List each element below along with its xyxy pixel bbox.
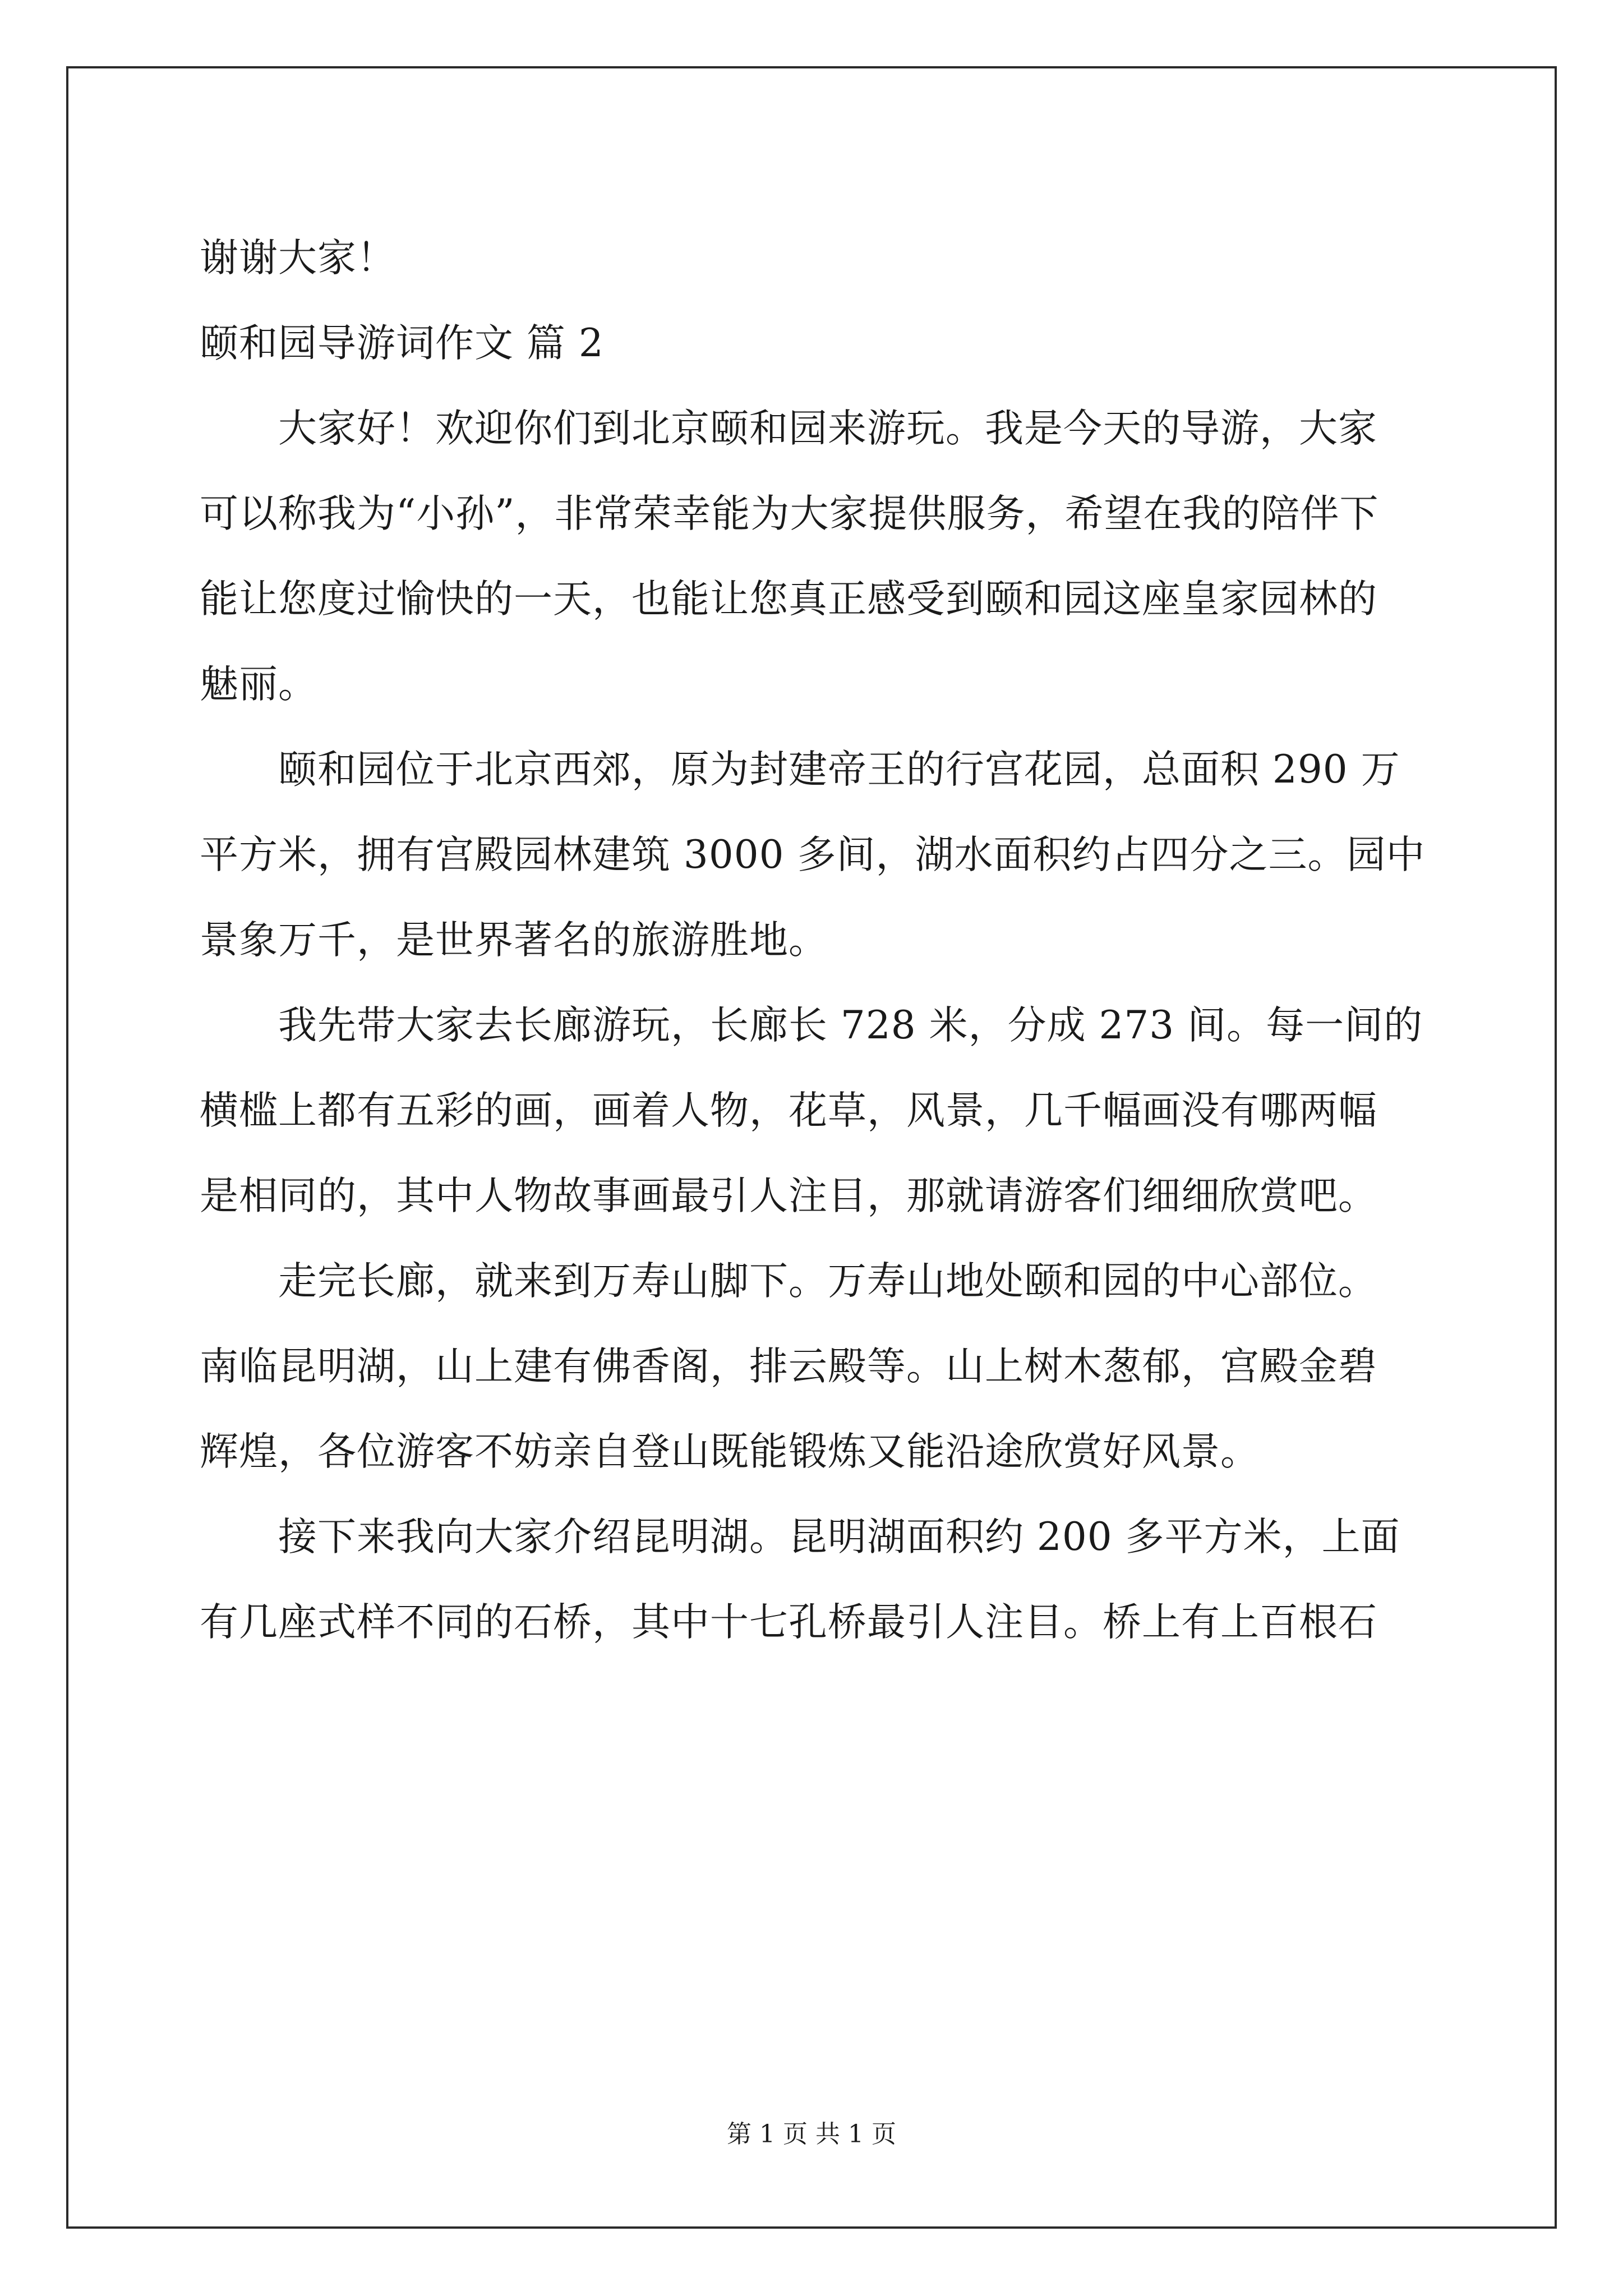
paragraph-3 (200, 983, 1438, 1239)
paragraph-line: 有几座式样不同的石桥，其中十七孔桥最引人注目。桥上有上百根石 (200, 1600, 1377, 1645)
paragraph-line: 景象万千，是世界著名的旅游胜地。 (200, 918, 828, 963)
document-body (200, 215, 1438, 1665)
paragraph-4 (200, 1239, 1438, 1494)
paragraph-line: 我先带大家去长廊游玩，长廊长 728 米，分成 273 间。每一间的 (278, 1003, 1423, 1048)
paragraph-line: 横槛上都有五彩的画，画着人物，花草，风景，几千幅画没有哪两幅 (200, 1088, 1377, 1133)
paragraph-line: 魅丽。 (200, 662, 317, 707)
paragraph-line: 南临昆明湖，山上建有佛香阁，排云殿等。山上树木葱郁，宫殿金碧 (200, 1344, 1377, 1389)
paragraph-line: 可以称我为“小孙”，非常荣幸能为大家提供服务，希望在我的陪伴下 (200, 491, 1379, 536)
paragraph-line: 辉煌，各位游客不妨亲自登山既能锻炼又能沿途欣赏好风景。 (200, 1429, 1260, 1474)
paragraph-line: 接下来我向大家介绍昆明湖。昆明湖面积约 200 多平方米，上面 (278, 1515, 1400, 1559)
section-heading: 颐和园导游词作文 篇 2 (200, 321, 604, 366)
paragraph-2 (200, 727, 1438, 983)
paragraph-1 (200, 386, 1438, 727)
closing-line: 谢谢大家！ (200, 236, 396, 280)
paragraph-5 (200, 1494, 1438, 1665)
paragraph-line: 大家好！欢迎你们到北京颐和园来游玩。我是今天的导游，大家 (278, 406, 1377, 451)
paragraph-line: 平方米，拥有宫殿园林建筑 3000 多间，湖水面积约占四分之三。园中 (200, 832, 1426, 877)
paragraph-line: 是相同的，其中人物故事画最引人注目，那就请游客们细细欣赏吧。 (200, 1174, 1377, 1218)
page-footer: 第 1 页 共 1 页 (727, 2120, 896, 2148)
paragraph-line: 走完长廊，就来到万寿山脚下。万寿山地处颐和园的中心部位。 (278, 1259, 1377, 1304)
paragraph-line: 能让您度过愉快的一天，也能让您真正感受到颐和园这座皇家园林的 (200, 577, 1377, 622)
paragraph-line: 颐和园位于北京西郊，原为封建帝王的行宫花园，总面积 290 万 (278, 747, 1400, 792)
